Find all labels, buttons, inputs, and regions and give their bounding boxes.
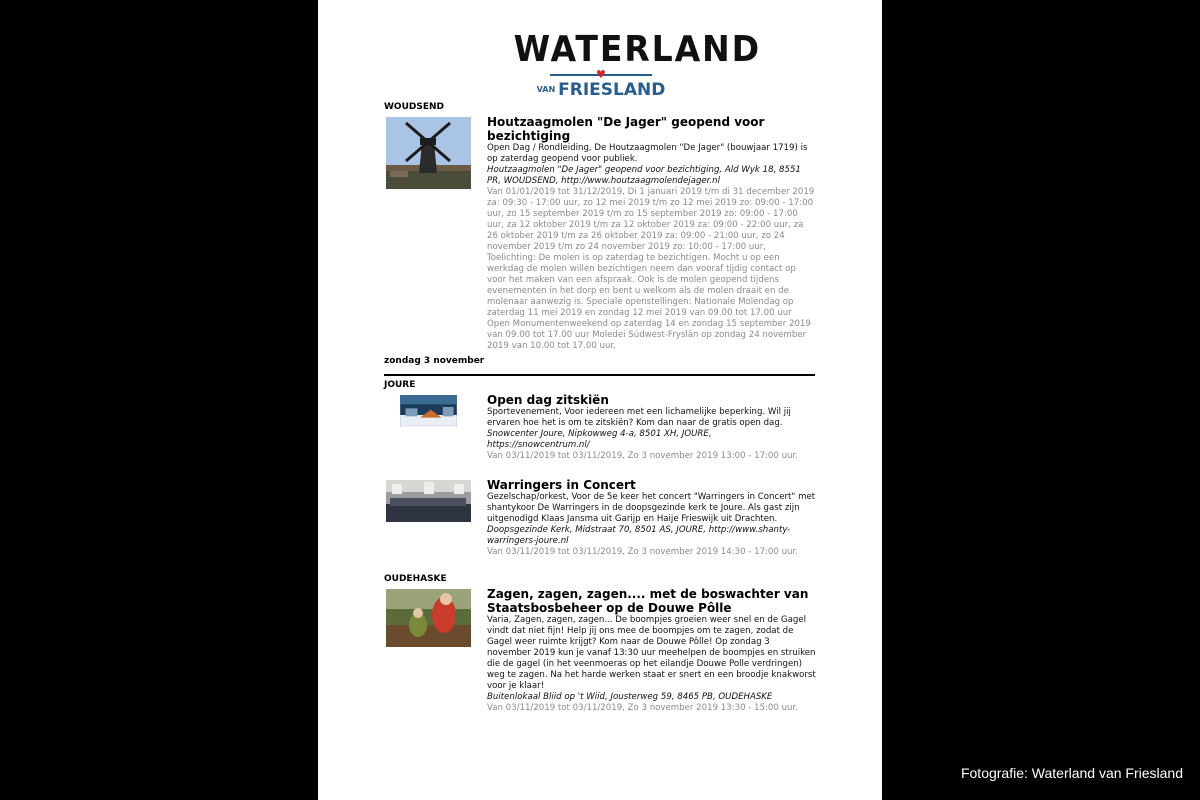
waterland-logo xyxy=(506,29,761,102)
concert-photo xyxy=(386,480,471,522)
event-description: Gezelschap/orkest, Voor de 5e keer het concert "Warringers in Concert" met shantykoor De Warringers in de doopsgezinde kerk te Joure. Als gast zijn uitgenodigd Klaas Jansma uit Garijp en Haije Frieswijk uit Drachten. xyxy=(487,492,816,524)
event-description: Open Dag / Rondleiding, De Houtzaagmolen "De Jager" (bouwjaar 1719) is op zaterdag geopend voor publiek. xyxy=(487,143,808,164)
event-item xyxy=(384,393,816,475)
event-address: Houtzaagmolen "De Jager" geopend voor bezichtiging, Ald Wyk 18, 8551 PR, WOUDSEND, http://www.houtzaagmolendejager.nl xyxy=(487,165,801,186)
forest-photo xyxy=(386,589,471,647)
event-item xyxy=(384,587,816,714)
document-page xyxy=(318,0,882,800)
windmill-photo xyxy=(386,117,471,189)
event-address: Doopsgezinde Kerk, Midstraat 70, 8501 AS, JOURE, http://www.shanty-warringers-joure.nl xyxy=(487,525,791,546)
event-title: Zagen, zagen, zagen.... met de boswachter van Staatsbosbeheer op de Douwe Pôlle xyxy=(487,587,809,615)
logo-van: VAN xyxy=(536,85,556,94)
event-title: Warringers in Concert xyxy=(487,478,636,492)
logo-friesland: FRIESLAND xyxy=(558,80,666,100)
event-address: Snowcenter Joure, Nipkowweg 4-a, 8501 XH, JOURE, https://snowcentrum.nl/ xyxy=(487,429,712,450)
event-dates: Van 03/11/2019 tot 03/11/2019, Zo 3 november 2019 13:30 - 15:00 uur. xyxy=(487,703,798,713)
divider xyxy=(384,374,815,376)
event-description: Varia, Zagen, zagen, zagen... De boompjes groeien weer snel en de Gagel vindt dat niet fijn! Help jij ons mee de boompjes om te zagen, zodat de Gagel weer ruimte krijgt? Kom naar de Douwe Pôlle! Op zondag 3 november 2019 kun je vanaf 13:30 uur meehelpen de boompjes en struiken die de gagel (in het veenmoeras op het eilandje Douwe Polle verdringen) weg te zagen. Na het harde werken staat er snert en een broodje knakworst voor je klaar! xyxy=(487,615,816,691)
event-description: Sportevenement, Voor iedereen met een lichamelijke beperking. Wil jij ervaren hoe het is om te zitskiën? Kom dan naar de gratis open dag. xyxy=(487,407,791,428)
logo-wordmark: WATERLAND xyxy=(513,29,761,70)
event-dates: Van 01/01/2019 tot 31/12/2019, Di 1 januari 2019 t/m di 31 december 2019 za: 09:30 - 17:00 uur, zo 12 mei 2019 t/m zo 12 mei 2019 zo: 09:00 - 17:00 uur, zo 15 september 2019 t/m zo 15 september 2019 zo: 09:00 - 17:00 uur, za 12 oktober 2019 t/m za 12 oktober 2019 za: 09:00 - 22:00 uur, za 26 oktober 2019 t/m za 26 oktober 2019 za: 09:00 - 21:00 uur, zo 24 november 2019 t/m zo 24 november 2019 zo: 10:00 - 17:00 uur, Toelichting: De molen is op zaterdag te bezichtigen. Mocht u op een werkdag de molen willen bezichtigen neem dan vooraf tijdig contact op voor het maken van een afspraak. Ook is de molen geopend tijdens evenementen in het dorp en bent u welkom als de molen draait en de molenaar aanwezig is. Speciale openstellingen: Nationale Molendag op zaterdag 11 mei 2019 en zondag 12 mei 2019 van 09.00 tot 17.00 uur Open Monumentenweekend op zaterdag 14 en zondag 15 september 2019 van 09.00 tot 17.00 uur Moledei Súdwest-Fryslân op zondag 24 november 2019 van 10.00 tot 17.00 uur. xyxy=(487,187,815,351)
ski-photo xyxy=(386,395,471,443)
place-heading: WOUDSEND xyxy=(384,102,444,112)
place-heading: OUDEHASKE xyxy=(384,574,447,584)
event-title: Open dag zitskiën xyxy=(487,393,609,407)
logo-subtitle xyxy=(506,80,696,100)
event-dates: Van 03/11/2019 tot 03/11/2019, Zo 3 november 2019 14:30 - 17:00 uur. xyxy=(487,547,798,557)
event-address: Buitenlokaal Bliid op 't Wiid, Jousterweg 59, 8465 PB, OUDEHASKE xyxy=(487,692,773,702)
event-listing xyxy=(384,101,816,714)
event-title: Houtzaagmolen "De Jager" geopend voor bezichtiging xyxy=(487,115,765,143)
event-dates: Van 03/11/2019 tot 03/11/2019, Zo 3 november 2019 13:00 - 17:00 uur. xyxy=(487,451,798,461)
place-heading: JOURE xyxy=(384,380,416,390)
event-item xyxy=(384,478,816,573)
photo-credit: Fotografie: Waterland van Friesland xyxy=(960,765,1183,781)
event-item xyxy=(384,115,816,352)
heart-icon: ♥ xyxy=(596,68,606,81)
day-heading: zondag 3 november xyxy=(384,356,485,366)
